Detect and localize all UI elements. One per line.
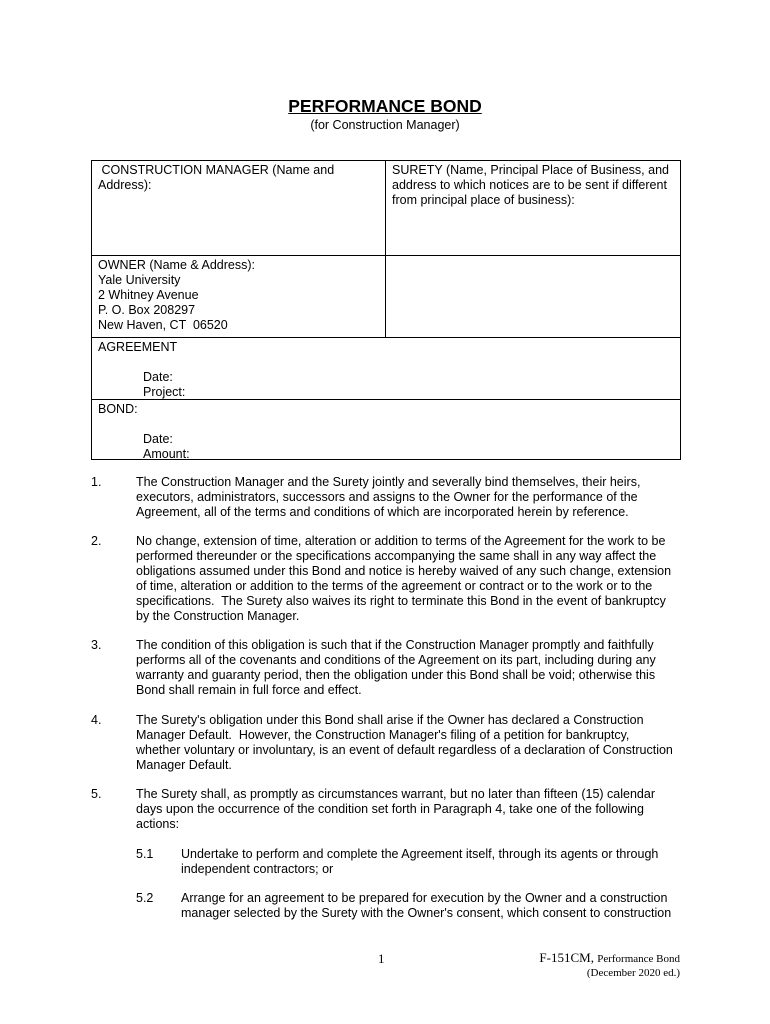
bond-row: [92, 400, 680, 459]
paragraph-line: obligations assumed under this Bond and notice is hereby waived of any such change, extension: [136, 564, 672, 578]
paragraph-line: days upon the occurrence of the condition set forth in Paragraph 4, take one of the following: [136, 802, 644, 816]
subparagraph-5-2: [136, 891, 681, 921]
paragraph-number: 4.: [91, 713, 102, 727]
subparagraph-number: 5.2: [136, 891, 154, 905]
bond-info-table: [91, 160, 681, 460]
paragraph-line: The Surety's obligation under this Bond shall arise if the Owner has declared a Construction: [136, 713, 644, 727]
paragraph-line: actions:: [136, 817, 180, 831]
subparagraph-line: Arrange for an agreement to be prepared for execution by the Owner and a construction: [181, 891, 668, 905]
bond-cell: [92, 400, 680, 459]
paragraph-line: performs all of the covenants and conditions of the Agreement on its part, including during any: [136, 653, 656, 667]
parties-row: [92, 161, 680, 256]
paragraph-line: The condition of this obligation is such that if the Construction Manager promptly and faithfully: [136, 638, 654, 652]
owner-address-line: 2 Whitney Avenue: [98, 288, 199, 302]
bond-label: BOND:: [98, 402, 138, 416]
paragraph-number: 1.: [91, 475, 102, 489]
agreement-project-label: Project:: [143, 385, 186, 399]
surety-label-line: address to which notices are to be sent if different: [392, 178, 667, 192]
owner-address-line: P. O. Box 208297: [98, 303, 196, 317]
paragraph-1: [91, 475, 681, 520]
form-id-suffix: Performance Bond: [597, 953, 680, 965]
owner-cell: [92, 256, 386, 337]
paragraph-line: No change, extension of time, alteration or addition to terms of the Agreement for the work to be: [136, 534, 666, 548]
paragraph-line: The Construction Manager and the Surety jointly and severally bind themselves, their heirs,: [136, 475, 641, 489]
construction-manager-label-line: Address):: [98, 178, 152, 192]
agreement-label: AGREEMENT: [98, 340, 178, 354]
subparagraph-line: Undertake to perform and complete the Agreement itself, through its agents or through: [181, 847, 659, 861]
page-number: 1: [378, 951, 385, 966]
paragraph-line: whether voluntary or involuntary, is an event of default regardless of a declaration of Construction: [136, 743, 673, 757]
subparagraph-5-1: [136, 847, 681, 877]
owner-address-line: Yale University: [98, 273, 181, 287]
paragraph-line: Agreement, all of the terms and conditions of which are incorporated herein by reference.: [136, 505, 629, 519]
bond-amount-label: Amount:: [143, 447, 190, 461]
paragraph-5: [91, 787, 681, 832]
bond-date-label: Date:: [143, 432, 173, 446]
paragraph-line: Bond shall remain in full force and effect.: [136, 683, 362, 697]
paragraph-4: [91, 713, 681, 773]
paragraph-number: 5.: [91, 787, 102, 801]
form-footer: [539, 950, 680, 979]
agreement-cell: [92, 338, 680, 399]
subparagraph-line: independent contractors; or: [181, 862, 334, 876]
paragraph-line: of time, alteration or addition to the terms of the agreement or contract or to the work or to the: [136, 579, 653, 593]
surety-cell: [386, 161, 680, 255]
paragraph-line: Manager Default.: [136, 758, 232, 772]
form-edition: (December 2020 ed.): [586, 967, 680, 979]
subparagraph-line: manager selected by the Surety with the Owner's consent, which consent to construction: [181, 906, 672, 920]
paragraph-3: [91, 638, 681, 698]
paragraph-line: executors, administrators, successors and assigns to the Owner for the performance of the: [136, 490, 638, 504]
paragraph-line: Manager Default. However, the Construction Manager's filing of a petition for bankruptcy,: [136, 728, 630, 742]
paragraph-line: specifications. The Surety also waives its right to terminate this Bond in the event of bankruptcy: [136, 594, 666, 608]
paragraph-line: warranty and guaranty period, then the obligation under this Bond shall be void; otherwise this: [136, 668, 656, 682]
surety-label-line: from principal place of business):: [392, 193, 575, 207]
subparagraph-number: 5.1: [136, 847, 154, 861]
paragraph-number: 2.: [91, 534, 102, 548]
surety-label-line: SURETY (Name, Principal Place of Business, and: [392, 163, 669, 177]
form-id-prefix: F-151CM,: [539, 950, 598, 965]
agreement-row: [92, 338, 680, 400]
document-subtitle: (for Construction Manager): [310, 118, 460, 132]
document-title: PERFORMANCE BOND: [288, 96, 482, 116]
owner-label: OWNER (Name & Address):: [98, 258, 255, 272]
agreement-date-label: Date:: [143, 370, 173, 384]
paragraph-2: [91, 534, 681, 624]
paragraph-line: by the Construction Manager.: [136, 609, 300, 623]
paragraph-line: performed thereunder or the specifications accompanying the same shall in any way affect the: [136, 549, 657, 563]
construction-manager-label-line: CONSTRUCTION MANAGER (Name and: [98, 163, 335, 177]
owner-blank-cell: [386, 256, 680, 337]
owner-address-line: New Haven, CT 06520: [98, 318, 228, 332]
construction-manager-cell: [92, 161, 386, 255]
paragraph-number: 3.: [91, 638, 102, 652]
form-id: [539, 950, 680, 966]
paragraph-line: The Surety shall, as promptly as circumstances warrant, but no later than fifteen (15) calendar: [136, 787, 655, 801]
owner-row: [92, 256, 680, 338]
